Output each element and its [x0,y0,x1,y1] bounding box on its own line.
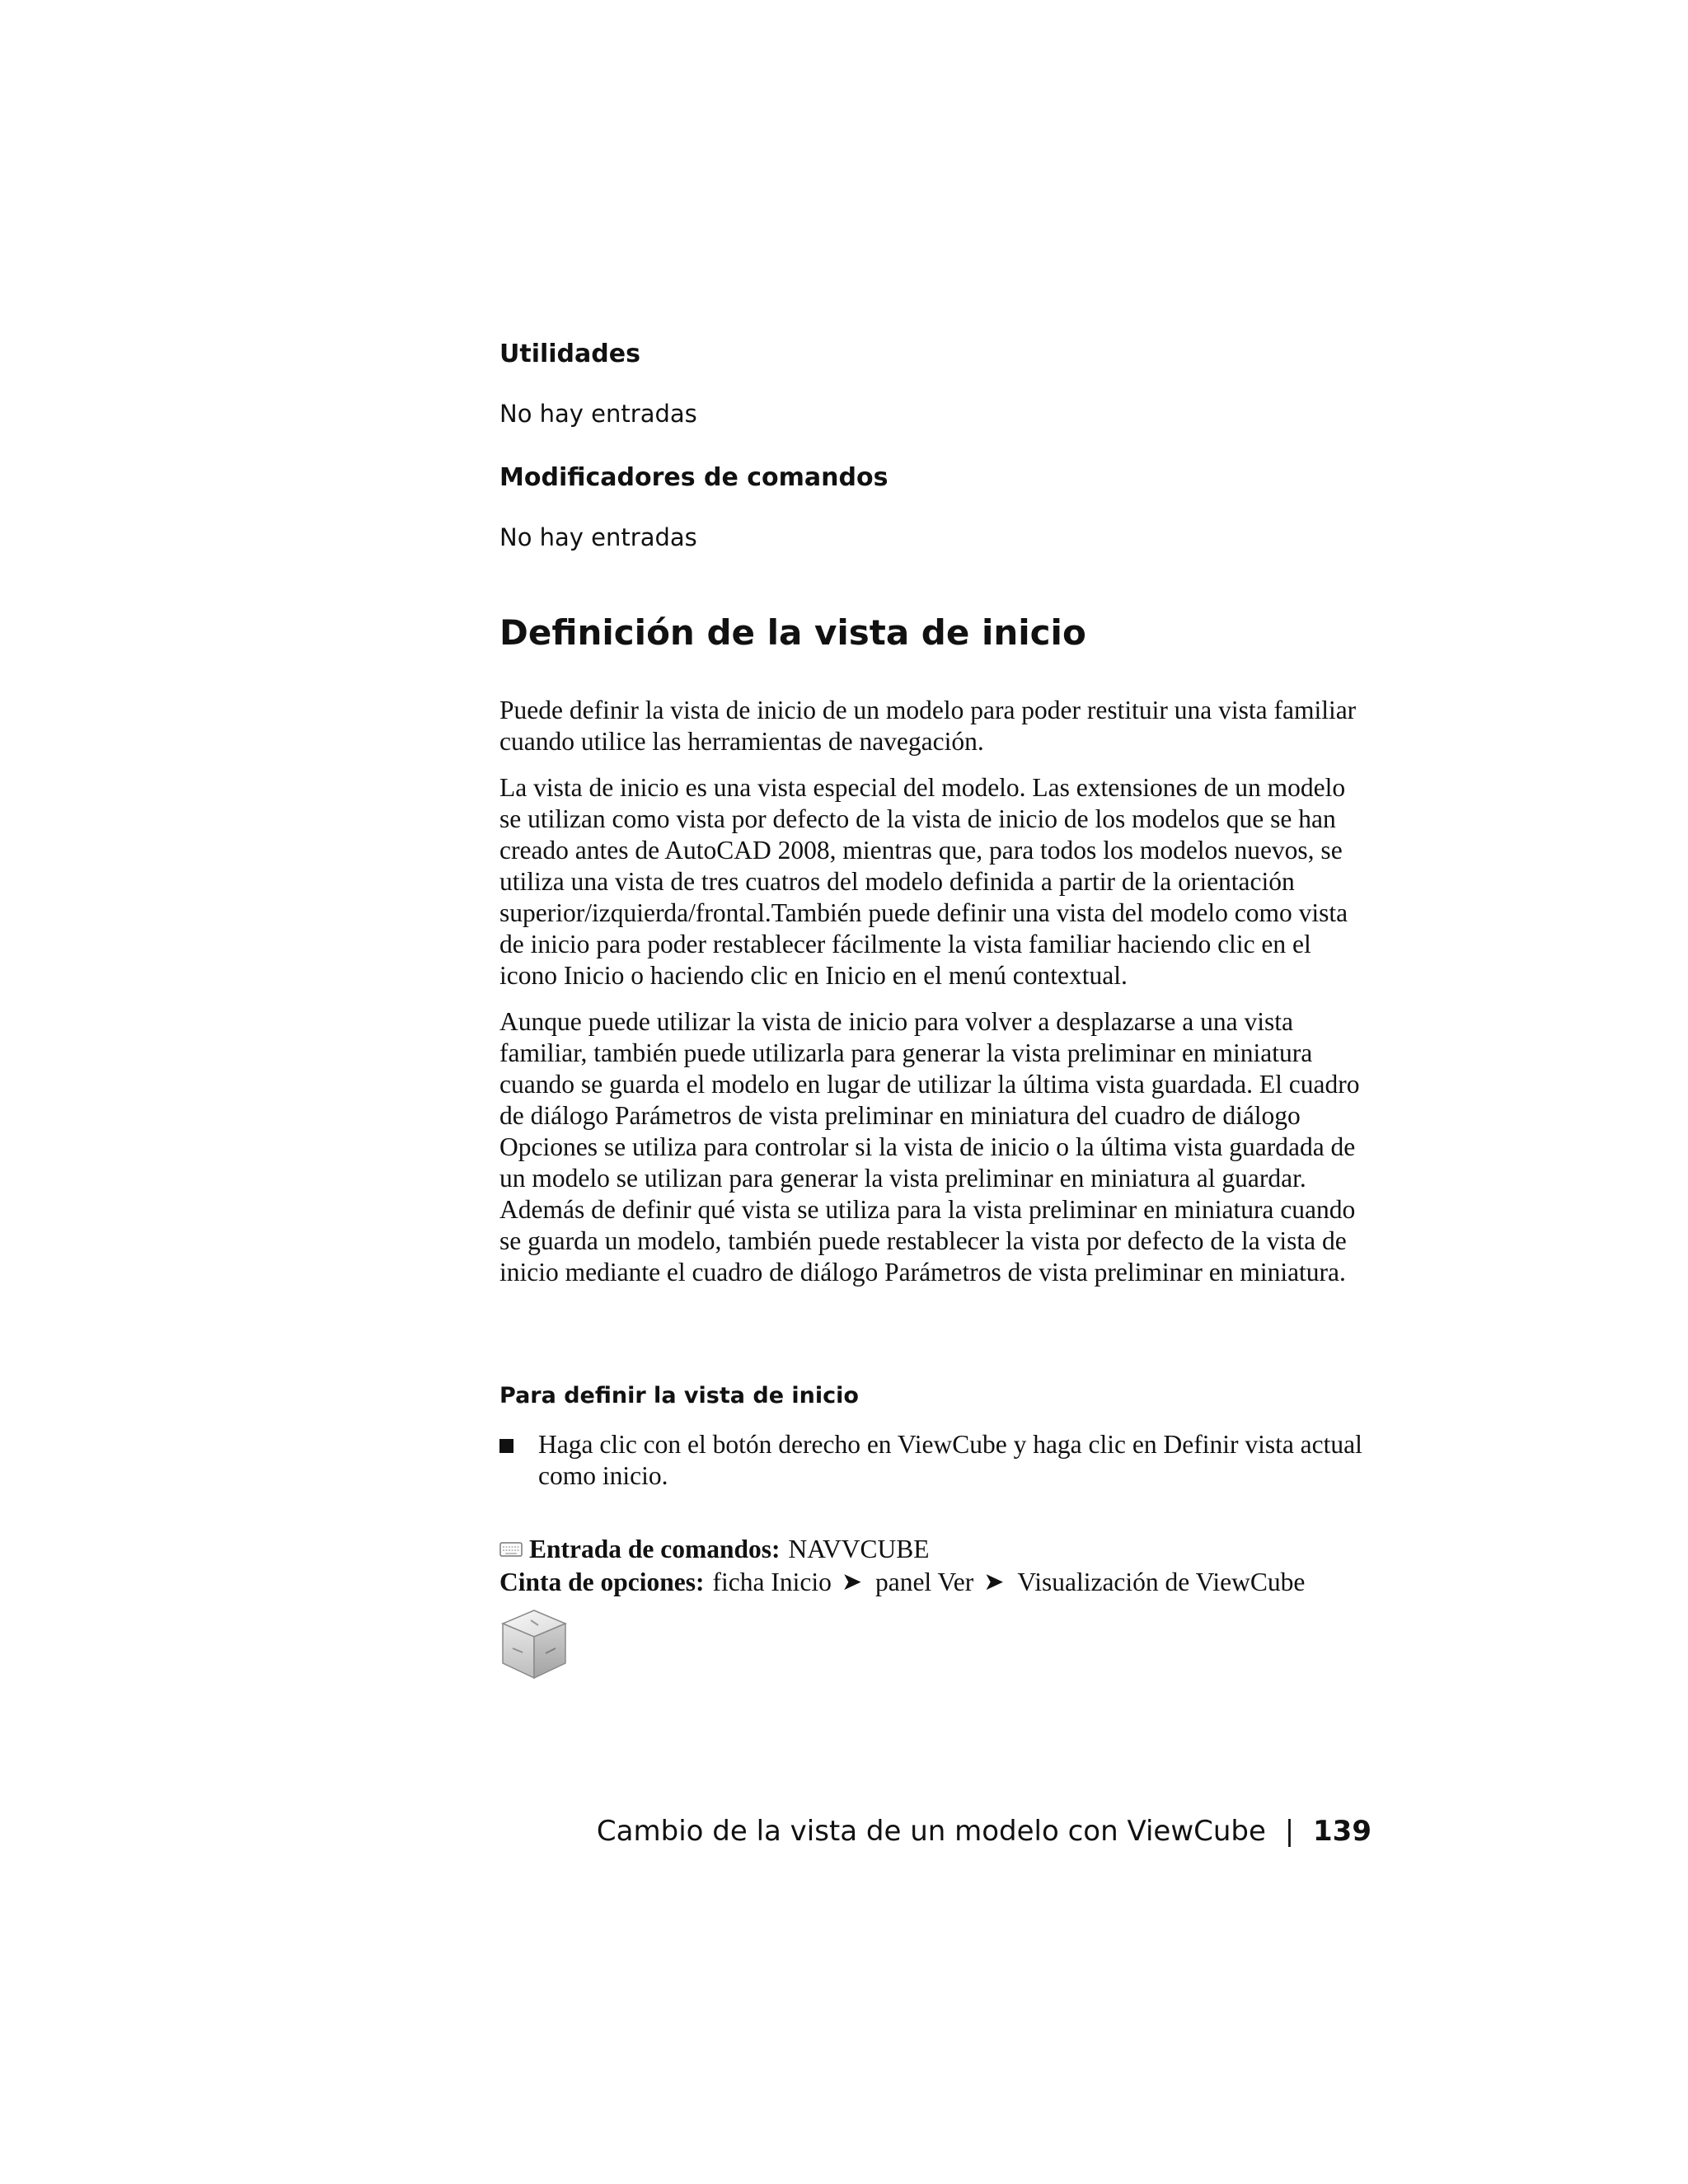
ribbon-label: Cinta de opciones: [499,1568,705,1596]
ribbon-line [499,1566,1373,1599]
section-heading-modificadores: Modificadores de comandos [499,463,889,492]
procedure [499,1381,1373,1492]
command-references [499,1533,1373,1681]
command-entry-label: Entrada de comandos: [529,1535,781,1563]
paragraph-home-view: La vista de inicio es una vista especial del modelo. Las extensiones de un modelo se utilizan como vista por defecto de la vista de inicio de los modelos que se han creado antes de AutoCAD 2008, mientras que, para todos los modelos nuevos, se utiliza una vista de tres cuatros del modelo definida a partir de la orientación superior/izquierda/frontal.También puede definir una vista del modelo como vista de inicio para poder restablecer fácilmente la vista familiar haciendo clic en el icono Inicio o haciendo clic en Inicio en el menú contextual. [499,773,1348,990]
section-heading-utilidades: Utilidades [499,340,640,368]
page-title: Definición de la vista de inicio [499,612,1086,653]
section-text-modificadores: No hay entradas [499,523,697,551]
bullet-square-icon [499,1439,513,1453]
ribbon-path-command: Visualización de ViewCube [1017,1568,1306,1596]
section-utilidades [499,338,1373,430]
section-text-utilidades: No hay entradas [499,400,697,428]
command-entry-value: NAVVCUBE [788,1535,930,1563]
procedure-title: Para definir la vista de inicio [499,1383,859,1408]
keyboard-icon [499,1541,523,1558]
ribbon-path-tab: ficha Inicio [712,1568,832,1596]
main-body [499,695,1373,1288]
command-entry-line [499,1533,1373,1566]
viewcube-icon [499,1607,569,1681]
procedure-step-text: Haga clic con el botón derecho en ViewCube y haga clic en Definir vista actual como inicio. [538,1430,1362,1490]
page-footer [597,1813,1372,1849]
ribbon-arrow-1: ➤ [841,1568,862,1596]
main-section-header [499,610,1373,656]
procedure-step [499,1429,1373,1492]
section-modificadores [499,462,1373,554]
paragraph-intro: Puede definir la vista de inicio de un modelo para poder restituir una vista familiar cuando utilice las herramientas de navegación. [499,696,1357,756]
footer-separator: | [1284,1815,1295,1848]
ribbon-path-panel: panel Ver [874,1568,974,1596]
footer-title: Cambio de la vista de un modelo con ViewCube [596,1815,1266,1848]
paragraph-thumbnail: Aunque puede utilizar la vista de inicio para volver a desplazarse a una vista familiar, también puede utilizarla para generar la vista preliminar en miniatura cuando se guarda el modelo en lugar de utilizar la última vista guardada. El cuadro de diálogo Parámetros de vista preliminar en miniatura del cuadro de diálogo Opciones se utiliza para controlar si la vista de inicio o la última vista guardada de un modelo se utilizan para generar la vista preliminar en miniatura al guardar. Además de definir qué vista se utiliza para la vista preliminar en miniatura cuando se guarda un modelo, también puede restablecer la vista por defecto de la vista de inicio mediante el cuadro de diálogo Parámetros de vista preliminar en miniatura. [499,1007,1360,1286]
page-number: 139 [1313,1815,1372,1848]
ribbon-arrow-2: ➤ [983,1568,1005,1596]
